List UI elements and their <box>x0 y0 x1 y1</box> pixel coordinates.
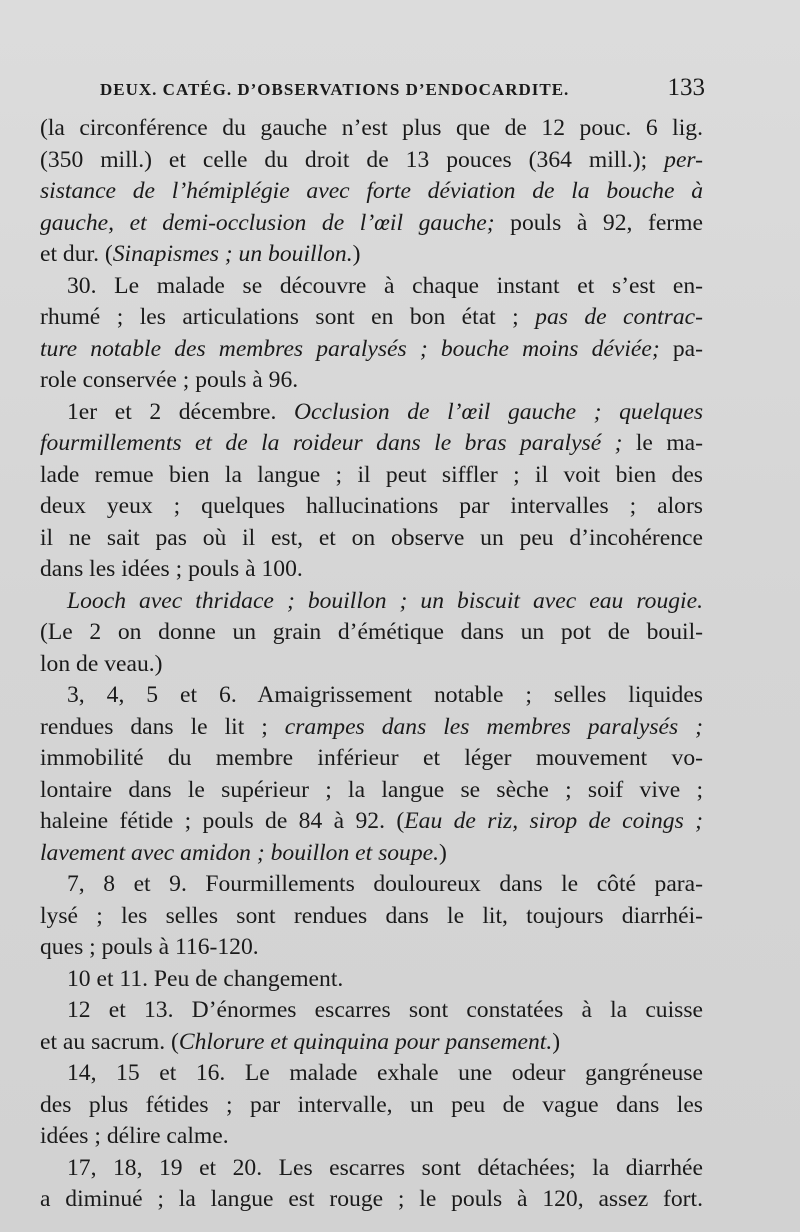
text-line: ques ; pouls à 116-120. <box>40 934 259 960</box>
running-title: DEUX. CATÉG. D’OBSERVATIONS D’ENDOCARDITE. <box>100 80 570 99</box>
text-line: et au sacrum. (Chlorure et quinquina pour pansement.) <box>40 1028 561 1055</box>
text-line: haleine fétide ; pouls de 84 à 92. (Eau de riz, sirop de coings ; <box>40 808 703 834</box>
text-line: ture notable des membres paralysés ; bouche moins déviée; pa- <box>40 335 704 362</box>
text-line: (Le 2 on donne un grain d’émétique dans un pot de bouil- <box>40 619 703 645</box>
page-header <box>100 74 705 102</box>
text-line: a diminué ; la langue est rouge ; le pouls à 120, assez fort. <box>40 1186 703 1212</box>
paragraph-start: 14, 15 et 16. Le malade exhale une odeur gangréneuse <box>67 1060 703 1086</box>
paragraph-start: 1er et 2 décembre. Occlusion de l’œil gauche ; quelques <box>67 398 704 425</box>
text-line: dans les idées ; pouls à 100. <box>40 556 303 582</box>
text-line: et dur. (Sinapismes ; un bouillon.) <box>40 241 361 267</box>
text-line: deux yeux ; quelques hallucinations par intervalles ; alors <box>40 493 703 519</box>
text-line: il ne sait pas où il est, et on observe un peu d’incohérence <box>40 524 703 551</box>
paragraph-start: 7, 8 et 9. Fourmillements douloureux dans le côté para- <box>67 871 703 897</box>
text-line: rhumé ; les articulations sont en bon état ; pas de contrac- <box>40 304 703 330</box>
text-line: idées ; délire calme. <box>40 1123 229 1149</box>
text-line: lon de veau.) <box>40 650 163 677</box>
text-line: lontaire dans le supérieur ; la langue se sèche ; soif vive ; <box>40 776 703 803</box>
text-line: (la circonférence du gauche n’est plus que de 12 pouc. 6 lig. <box>40 115 703 141</box>
paragraph-start: 17, 18, 19 et 20. Les escarres sont détachées; la diarrhée <box>67 1154 703 1181</box>
text-line: lysé ; les selles sont rendues dans le lit, toujours diarrhéi- <box>40 902 703 929</box>
text-line: sistance de l’hémiplégie avec forte déviation de la bouche à <box>40 178 703 204</box>
page-number: 133 <box>667 74 705 101</box>
text-line: lavement avec amidon ; bouillon et soupe.) <box>40 839 447 866</box>
text-line: gauche, et demi-occlusion de l’œil gauche; pouls à 92, ferme <box>40 209 703 236</box>
paragraph-start: 12 et 13. D’énormes escarres sont constatées à la cuisse <box>67 997 703 1023</box>
text-line: lade remue bien la langue ; il peut siffler ; il voit bien des <box>40 461 703 488</box>
paragraph-start: 10 et 11. Peu de changement. <box>67 965 344 992</box>
text-line: des plus fétides ; par intervalle, un peu de vague dans les <box>40 1091 703 1118</box>
paragraph-start: Looch avec thridace ; bouillon ; un biscuit avec eau rougie. <box>67 587 703 614</box>
body-text <box>40 113 703 1216</box>
text-line: immobilité du membre inférieur et léger mouvement vo- <box>40 745 703 771</box>
text-line: role conservée ; pouls à 96. <box>40 367 299 393</box>
text-line: (350 mill.) et celle du droit de 13 pouces (364 mill.); per- <box>40 146 703 173</box>
text-line: rendues dans le lit ; crampes dans les membres paralysés ; <box>40 713 703 740</box>
text-line: fourmillements et de la roideur dans le bras paralysé ; le ma- <box>40 430 703 456</box>
paragraph-start: 3, 4, 5 et 6. Amaigrissement notable ; selles liquides <box>67 682 703 708</box>
paragraph-start: 30. Le malade se découvre à chaque instant et s’est en- <box>67 272 703 299</box>
